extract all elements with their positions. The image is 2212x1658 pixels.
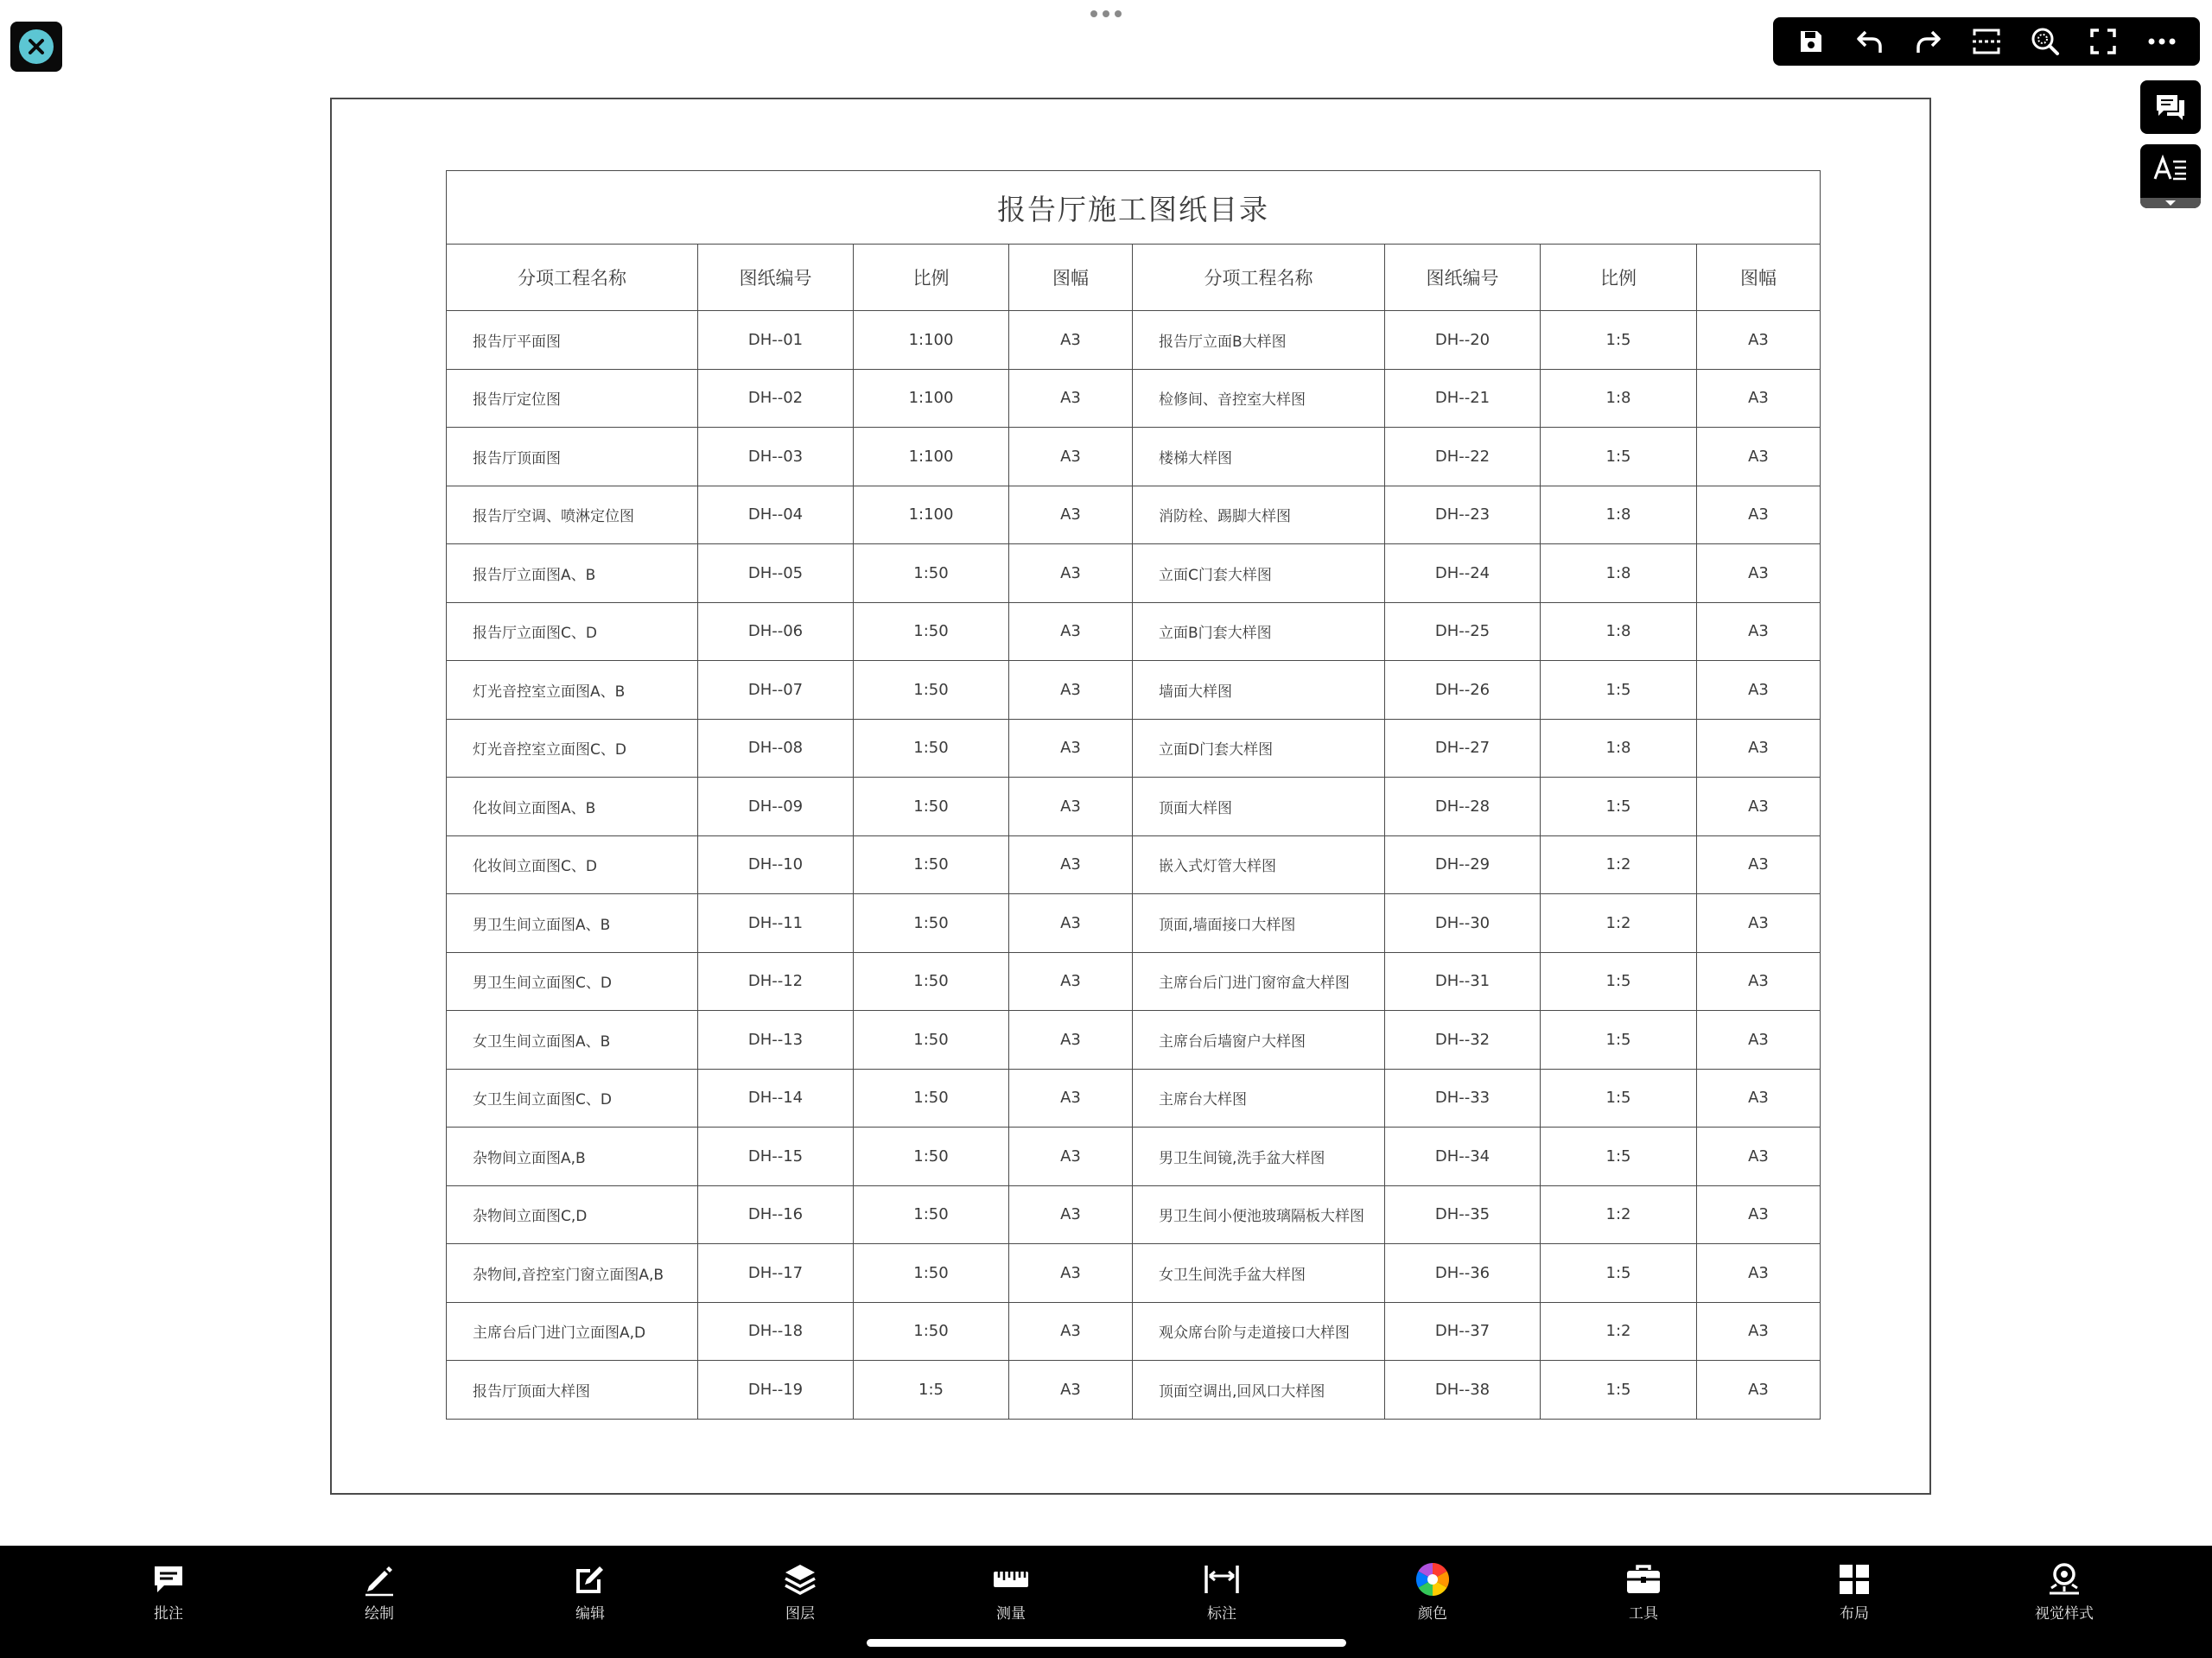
- table-cell: A3: [1009, 661, 1133, 720]
- table-row: [447, 369, 1821, 428]
- table-cell: 主席台后墙窗户大样图: [1133, 1011, 1385, 1070]
- table-cell: 1:2: [1541, 1185, 1697, 1244]
- table-cell: 报告厅空调、喷淋定位图: [447, 486, 698, 544]
- table-row: [447, 602, 1821, 661]
- table-cell: DH--10: [698, 835, 854, 894]
- table-cell: 顶面大样图: [1133, 778, 1385, 836]
- table-cell: 杂物间,音控室门窗立面图A,B: [447, 1244, 698, 1303]
- table-cell: 顶面,墙面接口大样图: [1133, 894, 1385, 953]
- table-cell: DH--27: [1385, 719, 1541, 778]
- table-cell: A3: [1697, 1361, 1821, 1420]
- table-cell: DH--23: [1385, 486, 1541, 544]
- visual-style-icon: [2046, 1562, 2082, 1597]
- table-cell: 1:50: [854, 719, 1009, 778]
- table-row: [447, 1069, 1821, 1128]
- crop-icon: [1971, 27, 2002, 56]
- table-cell: A3: [1697, 1069, 1821, 1128]
- table-cell: A3: [1009, 719, 1133, 778]
- table-cell: A3: [1009, 1128, 1133, 1186]
- table-cell: A3: [1009, 1011, 1133, 1070]
- undo-button[interactable]: [1847, 19, 1892, 64]
- table-cell: DH--02: [698, 369, 854, 428]
- table-cell: 1:50: [854, 952, 1009, 1011]
- table-cell: DH--24: [1385, 544, 1541, 603]
- ruler-icon: [992, 1566, 1030, 1592]
- table-cell: A3: [1697, 1244, 1821, 1303]
- close-button[interactable]: [10, 22, 62, 72]
- table-cell: A3: [1697, 602, 1821, 661]
- drag-handle[interactable]: [1090, 10, 1122, 17]
- table-cell: DH--21: [1385, 369, 1541, 428]
- table-cell: 楼梯大样图: [1133, 428, 1385, 486]
- table-row: [447, 835, 1821, 894]
- table-cell: DH--33: [1385, 1069, 1541, 1128]
- table-cell: DH--14: [698, 1069, 854, 1128]
- table-cell: 1:50: [854, 1185, 1009, 1244]
- fullscreen-icon: [2089, 28, 2117, 55]
- table-cell: A3: [1697, 1011, 1821, 1070]
- table-cell: DH--16: [698, 1185, 854, 1244]
- table-cell: 墙面大样图: [1133, 661, 1385, 720]
- table-cell: DH--38: [1385, 1361, 1541, 1420]
- table-cell: DH--08: [698, 719, 854, 778]
- table-row: [447, 486, 1821, 544]
- table-cell: 1:5: [1541, 1244, 1697, 1303]
- table-cell: 1:50: [854, 544, 1009, 603]
- edit-button[interactable]: 编辑: [538, 1561, 642, 1623]
- table-cell: DH--13: [698, 1011, 854, 1070]
- table-cell: 女卫生间立面图A、B: [447, 1011, 698, 1070]
- color-wheel-icon: [1414, 1561, 1451, 1598]
- table-cell: A3: [1009, 778, 1133, 836]
- table-row: [447, 719, 1821, 778]
- crop-button[interactable]: [1964, 19, 2009, 64]
- table-cell: A3: [1009, 1069, 1133, 1128]
- column-header: 比例: [854, 245, 1009, 311]
- table-cell: A3: [1697, 311, 1821, 370]
- table-cell: DH--29: [1385, 835, 1541, 894]
- table-cell: 化妆间立面图C、D: [447, 835, 698, 894]
- column-header: 图幅: [1009, 245, 1133, 311]
- table-cell: DH--12: [698, 952, 854, 1011]
- table-cell: 男卫生间立面图A、B: [447, 894, 698, 953]
- table-cell: A3: [1697, 369, 1821, 428]
- draw-button[interactable]: 绘制: [327, 1561, 431, 1623]
- table-cell: 1:50: [854, 661, 1009, 720]
- table-cell: 1:50: [854, 835, 1009, 894]
- table-cell: A3: [1697, 428, 1821, 486]
- table-cell: 1:50: [854, 894, 1009, 953]
- dimension-icon: [1203, 1562, 1241, 1597]
- table-cell: 1:2: [1541, 1302, 1697, 1361]
- chevron-down-icon: [2140, 198, 2201, 208]
- table-cell: DH--37: [1385, 1302, 1541, 1361]
- table-cell: 男卫生间镜,洗手盆大样图: [1133, 1128, 1385, 1186]
- table-cell: DH--26: [1385, 661, 1541, 720]
- table-cell: DH--05: [698, 544, 854, 603]
- table-cell: 1:50: [854, 1244, 1009, 1303]
- table-cell: 女卫生间洗手盆大样图: [1133, 1244, 1385, 1303]
- zoom-icon: [2030, 26, 2061, 57]
- fullscreen-button[interactable]: [2081, 19, 2126, 64]
- table-row: [447, 1011, 1821, 1070]
- table-cell: A3: [1697, 894, 1821, 953]
- table-cell: 1:8: [1541, 602, 1697, 661]
- table-row: [447, 1185, 1821, 1244]
- text-style-button[interactable]: [2140, 144, 2201, 208]
- table-row: [447, 952, 1821, 1011]
- table-cell: 男卫生间立面图C、D: [447, 952, 698, 1011]
- table-cell: 1:5: [1541, 311, 1697, 370]
- redo-button[interactable]: [1905, 19, 1950, 64]
- table-cell: 1:50: [854, 602, 1009, 661]
- table-cell: 女卫生间立面图C、D: [447, 1069, 698, 1128]
- table-cell: 1:8: [1541, 719, 1697, 778]
- table-cell: 1:8: [1541, 369, 1697, 428]
- table-cell: 主席台后门进门立面图A,D: [447, 1302, 698, 1361]
- table-cell: 1:5: [1541, 1011, 1697, 1070]
- table-cell: 1:50: [854, 1011, 1009, 1070]
- layers-icon: [783, 1562, 817, 1597]
- table-cell: DH--20: [1385, 311, 1541, 370]
- table-cell: 1:5: [1541, 1128, 1697, 1186]
- table-cell: 立面C门套大样图: [1133, 544, 1385, 603]
- table-cell: A3: [1009, 835, 1133, 894]
- table-cell: A3: [1697, 1128, 1821, 1186]
- table-cell: 主席台大样图: [1133, 1069, 1385, 1128]
- table-cell: 报告厅立面图A、B: [447, 544, 698, 603]
- toolbox-icon: [1625, 1563, 1662, 1596]
- pencil-icon: [362, 1562, 397, 1597]
- table-cell: 消防栓、踢脚大样图: [1133, 486, 1385, 544]
- table-cell: A3: [1697, 544, 1821, 603]
- table-cell: 1:5: [1541, 952, 1697, 1011]
- table-cell: A3: [1697, 719, 1821, 778]
- table-cell: DH--28: [1385, 778, 1541, 836]
- table-cell: 杂物间立面图C,D: [447, 1185, 698, 1244]
- table-row: [447, 1361, 1821, 1420]
- table-cell: 1:50: [854, 1069, 1009, 1128]
- tools-button[interactable]: 工具: [1592, 1561, 1695, 1623]
- table-cell: A3: [1697, 778, 1821, 836]
- table-cell: 报告厅顶面大样图: [447, 1361, 698, 1420]
- save-icon: [1797, 28, 1825, 55]
- table-cell: 主席台后门进门窗帘盒大样图: [1133, 952, 1385, 1011]
- more-button[interactable]: [2139, 19, 2184, 64]
- table-cell: DH--11: [698, 894, 854, 953]
- table-cell: 报告厅平面图: [447, 311, 698, 370]
- table-cell: DH--09: [698, 778, 854, 836]
- table-cell: 1:8: [1541, 544, 1697, 603]
- table-cell: 报告厅立面B大样图: [1133, 311, 1385, 370]
- table-cell: 立面B门套大样图: [1133, 602, 1385, 661]
- table-cell: A3: [1697, 835, 1821, 894]
- table-row: [447, 778, 1821, 836]
- table-cell: 报告厅立面图C、D: [447, 602, 698, 661]
- table-cell: 1:100: [854, 428, 1009, 486]
- table-cell: 1:5: [1541, 1361, 1697, 1420]
- table-cell: DH--25: [1385, 602, 1541, 661]
- table-cell: A3: [1009, 1302, 1133, 1361]
- table-row: [447, 428, 1821, 486]
- table-cell: 1:50: [854, 1302, 1009, 1361]
- table-row: [447, 1128, 1821, 1186]
- table-cell: 化妆间立面图A、B: [447, 778, 698, 836]
- column-header: 比例: [1541, 245, 1697, 311]
- layout-button[interactable]: 布局: [1802, 1561, 1906, 1623]
- table-row: [447, 1244, 1821, 1303]
- table-cell: A3: [1009, 1361, 1133, 1420]
- visual-style-button[interactable]: 视觉样式: [2012, 1561, 2116, 1623]
- table-cell: DH--31: [1385, 952, 1541, 1011]
- table-cell: DH--17: [698, 1244, 854, 1303]
- table-cell: 1:50: [854, 1128, 1009, 1186]
- close-icon: [19, 29, 54, 64]
- table-row: [447, 1302, 1821, 1361]
- comments-icon: [2153, 92, 2188, 123]
- table-cell: A3: [1009, 894, 1133, 953]
- table-cell: DH--03: [698, 428, 854, 486]
- table-cell: A3: [1009, 486, 1133, 544]
- edit-icon: [573, 1562, 607, 1597]
- table-cell: A3: [1009, 1244, 1133, 1303]
- redo-icon: [1913, 27, 1942, 56]
- drawing-title: 报告厅施工图纸目录: [447, 171, 1821, 245]
- table-row: [447, 311, 1821, 370]
- table-cell: A3: [1009, 428, 1133, 486]
- top-toolbar: [1773, 17, 2200, 66]
- table-cell: 男卫生间小便池玻璃隔板大样图: [1133, 1185, 1385, 1244]
- layout-icon: [1838, 1563, 1871, 1596]
- layers-button[interactable]: 图层: [748, 1561, 852, 1623]
- table-cell: 灯光音控室立面图C、D: [447, 719, 698, 778]
- table-cell: DH--36: [1385, 1244, 1541, 1303]
- table-cell: DH--30: [1385, 894, 1541, 953]
- table-cell: 1:2: [1541, 835, 1697, 894]
- table-cell: DH--06: [698, 602, 854, 661]
- column-header: 图幅: [1697, 245, 1821, 311]
- drawing-index-table: [446, 170, 1821, 1420]
- dimension-button[interactable]: 标注: [1170, 1561, 1274, 1623]
- table-cell: DH--04: [698, 486, 854, 544]
- comment-icon: [152, 1563, 185, 1596]
- table-cell: 1:50: [854, 778, 1009, 836]
- table-cell: 灯光音控室立面图A、B: [447, 661, 698, 720]
- measure-button[interactable]: 测量: [959, 1561, 1063, 1623]
- column-header: 图纸编号: [1385, 245, 1541, 311]
- table-cell: DH--01: [698, 311, 854, 370]
- table-row: [447, 661, 1821, 720]
- more-icon: [2148, 37, 2176, 46]
- table-cell: A3: [1009, 544, 1133, 603]
- table-cell: 1:5: [1541, 778, 1697, 836]
- table-cell: 1:5: [1541, 428, 1697, 486]
- table-cell: 杂物间立面图A,B: [447, 1128, 698, 1186]
- table-cell: 1:5: [1541, 1069, 1697, 1128]
- table-cell: A3: [1009, 602, 1133, 661]
- color-button[interactable]: 颜色: [1381, 1561, 1484, 1623]
- home-indicator[interactable]: [867, 1639, 1346, 1647]
- table-cell: 1:100: [854, 369, 1009, 428]
- table-row: [447, 894, 1821, 953]
- table-cell: A3: [1697, 661, 1821, 720]
- table-cell: 立面D门套大样图: [1133, 719, 1385, 778]
- table-cell: DH--15: [698, 1128, 854, 1186]
- column-header: 分项工程名称: [447, 245, 698, 311]
- text-style-icon: [2152, 155, 2189, 182]
- table-cell: A3: [1009, 311, 1133, 370]
- table-cell: 1:5: [854, 1361, 1009, 1420]
- table-cell: DH--19: [698, 1361, 854, 1420]
- table-cell: 1:2: [1541, 894, 1697, 953]
- table-cell: DH--32: [1385, 1011, 1541, 1070]
- table-cell: 1:100: [854, 311, 1009, 370]
- table-cell: A3: [1697, 486, 1821, 544]
- comments-button[interactable]: [2140, 80, 2201, 134]
- zoom-button[interactable]: [2023, 19, 2068, 64]
- table-cell: A3: [1009, 1185, 1133, 1244]
- table-cell: 顶面空调出,回风口大样图: [1133, 1361, 1385, 1420]
- table-cell: A3: [1697, 1185, 1821, 1244]
- column-header: 分项工程名称: [1133, 245, 1385, 311]
- table-cell: DH--18: [698, 1302, 854, 1361]
- annotate-button[interactable]: 批注: [117, 1561, 220, 1623]
- table-cell: 报告厅定位图: [447, 369, 698, 428]
- table-cell: A3: [1697, 1302, 1821, 1361]
- table-cell: 观众席台阶与走道接口大样图: [1133, 1302, 1385, 1361]
- column-header: 图纸编号: [698, 245, 854, 311]
- table-cell: DH--34: [1385, 1128, 1541, 1186]
- table-cell: 1:5: [1541, 661, 1697, 720]
- table-cell: 报告厅顶面图: [447, 428, 698, 486]
- table-cell: 1:100: [854, 486, 1009, 544]
- table-cell: A3: [1009, 952, 1133, 1011]
- table-cell: A3: [1697, 952, 1821, 1011]
- undo-icon: [1855, 27, 1885, 56]
- table-cell: 嵌入式灯管大样图: [1133, 835, 1385, 894]
- table-cell: DH--07: [698, 661, 854, 720]
- table-row: [447, 544, 1821, 603]
- table-cell: DH--22: [1385, 428, 1541, 486]
- table-cell: A3: [1009, 369, 1133, 428]
- table-cell: DH--35: [1385, 1185, 1541, 1244]
- table-cell: 1:8: [1541, 486, 1697, 544]
- table-cell: 检修间、音控室大样图: [1133, 369, 1385, 428]
- save-button[interactable]: [1789, 19, 1834, 64]
